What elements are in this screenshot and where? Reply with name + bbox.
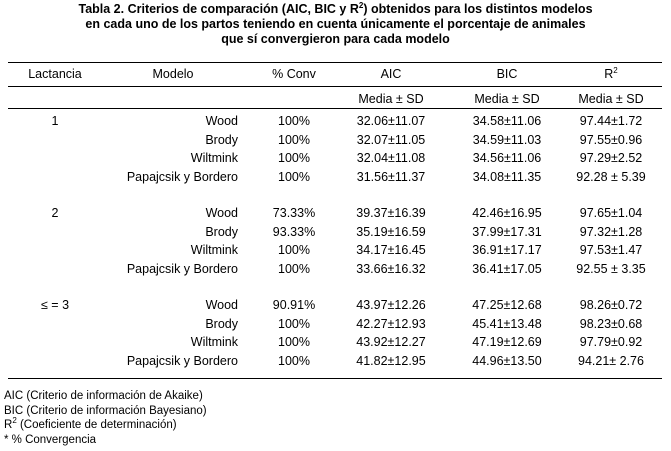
cell-r2: 97.29±2.52 bbox=[579, 151, 643, 165]
cell-bic: 37.99±17.31 bbox=[472, 224, 542, 239]
cell-lactancia: 1 bbox=[51, 114, 59, 128]
table-top-rule bbox=[8, 62, 662, 63]
cell-modelo: Wiltmink bbox=[190, 151, 238, 165]
footnote-aic: AIC (Criterio de información de Akaike) bbox=[4, 390, 203, 402]
cell-bic: 44.96±13.50 bbox=[472, 353, 542, 368]
cell-r2: 97.79±0.92 bbox=[579, 335, 643, 349]
subheader-r2: Media ± SD bbox=[578, 92, 644, 106]
cell-r2: 97.32±1.28 bbox=[579, 224, 643, 239]
cell-r2: 92.55 ± 3.35 bbox=[576, 261, 646, 276]
cell-conv: 90.91% bbox=[272, 298, 316, 312]
footnote-conv: * % Convergencia bbox=[4, 433, 97, 446]
header-lactancia: Lactancia bbox=[28, 67, 82, 81]
cell-bic: 45.41±13.48 bbox=[472, 316, 542, 331]
cell-aic: 34.17±16.45 bbox=[356, 243, 426, 257]
cell-aic: 32.07±11.05 bbox=[356, 132, 426, 147]
header-modelo: Modelo bbox=[152, 67, 194, 81]
cell-lactancia: ≤ = 3 bbox=[40, 298, 70, 312]
subheader-rule bbox=[8, 108, 662, 109]
title-line-1: Tabla 2. Criterios de comparación (AIC, BIC y $R^2$) obtenidos para los distintos modelos bbox=[78, 0, 593, 16]
cell-bic: 42.46±16.95 bbox=[472, 206, 542, 220]
cell-bic: 34.59±11.03 bbox=[472, 132, 542, 147]
cell-bic: 47.25±12.68 bbox=[472, 298, 542, 312]
header-r2: $R^2$ bbox=[604, 65, 618, 81]
cell-modelo: Wiltmink bbox=[190, 335, 238, 349]
subheader-aic: Media ± SD bbox=[358, 92, 424, 106]
cell-modelo: Papajcsik y Bordero bbox=[126, 261, 238, 276]
cell-conv: 100% bbox=[278, 132, 310, 147]
cell-modelo: Wiltmink bbox=[190, 243, 238, 257]
cell-bic: 34.56±11.06 bbox=[472, 151, 542, 165]
footnote-bic: BIC (Criterio de información Bayesiano) bbox=[4, 404, 207, 417]
cell-modelo: Brody bbox=[205, 224, 238, 239]
cell-conv: 100% bbox=[278, 316, 310, 331]
table-bottom-rule bbox=[8, 378, 662, 379]
cell-aic: 41.82±12.95 bbox=[356, 353, 426, 368]
cell-aic: 42.27±12.93 bbox=[356, 316, 426, 331]
cell-aic: 35.19±16.59 bbox=[356, 224, 426, 239]
cell-bic: 34.58±11.06 bbox=[472, 114, 542, 128]
cell-aic: 32.04±11.08 bbox=[356, 151, 426, 165]
header-conv: % Conv bbox=[272, 67, 316, 81]
subheader-bic: Media ± SD bbox=[474, 92, 540, 106]
footnotes bbox=[4, 389, 207, 447]
cell-conv: 100% bbox=[278, 151, 310, 165]
cell-modelo: Papajcsik y Bordero bbox=[126, 169, 238, 184]
cell-r2: 97.65±1.04 bbox=[579, 206, 643, 220]
cell-conv: 93.33% bbox=[272, 224, 316, 239]
cell-conv: 100% bbox=[278, 261, 310, 276]
cell-bic: 36.41±17.05 bbox=[472, 261, 542, 276]
cell-conv: 100% bbox=[278, 353, 310, 368]
cell-bic: 34.08±11.35 bbox=[472, 169, 542, 184]
cell-modelo: Wood bbox=[205, 206, 238, 220]
cell-r2: 98.26±0.72 bbox=[579, 298, 643, 312]
title-line-3: que sí convergieron para cada modelo bbox=[221, 32, 450, 46]
cell-conv: 100% bbox=[278, 114, 310, 128]
header-aic: AIC bbox=[380, 67, 402, 81]
cell-aic: 43.92±12.27 bbox=[356, 335, 426, 349]
cell-modelo: Papajcsik y Bordero bbox=[126, 353, 238, 368]
cell-conv: 73.33% bbox=[272, 206, 316, 220]
cell-aic: 31.56±11.37 bbox=[356, 169, 426, 184]
cell-conv: 100% bbox=[278, 169, 310, 184]
cell-modelo: Wood bbox=[205, 114, 238, 128]
cell-modelo: Brody bbox=[205, 316, 238, 331]
cell-r2: 94.21± 2.76 bbox=[578, 353, 644, 368]
cell-aic: 32.06±11.07 bbox=[356, 114, 426, 128]
cell-r2: 92.28 ± 5.39 bbox=[576, 169, 646, 184]
cell-lactancia: 2 bbox=[51, 206, 59, 220]
header-bic: BIC bbox=[496, 67, 518, 81]
cell-aic: 43.97±12.26 bbox=[356, 298, 426, 312]
footnote-r2: $R^2$ (Coeficiente de determinación) bbox=[4, 416, 177, 431]
header-rule bbox=[8, 86, 662, 87]
cell-conv: 100% bbox=[278, 335, 310, 349]
cell-r2: 97.44±1.72 bbox=[579, 114, 643, 128]
cell-modelo: Wood bbox=[205, 298, 238, 312]
cell-r2: 97.55±0.96 bbox=[579, 132, 643, 147]
cell-aic: 33.66±16.32 bbox=[356, 261, 426, 276]
cell-r2: 98.23±0.68 bbox=[579, 316, 643, 331]
cell-conv: 100% bbox=[278, 243, 310, 257]
cell-r2: 97.53±1.47 bbox=[579, 243, 643, 257]
cell-aic: 39.37±16.39 bbox=[356, 206, 426, 220]
cell-modelo: Brody bbox=[205, 132, 238, 147]
table-title bbox=[0, 2, 671, 47]
title-line-2: en cada uno de los partos teniendo en cuenta únicamente el porcentaje de animales bbox=[85, 17, 586, 31]
cell-bic: 47.19±12.69 bbox=[472, 335, 542, 349]
cell-bic: 36.91±17.17 bbox=[472, 243, 542, 257]
